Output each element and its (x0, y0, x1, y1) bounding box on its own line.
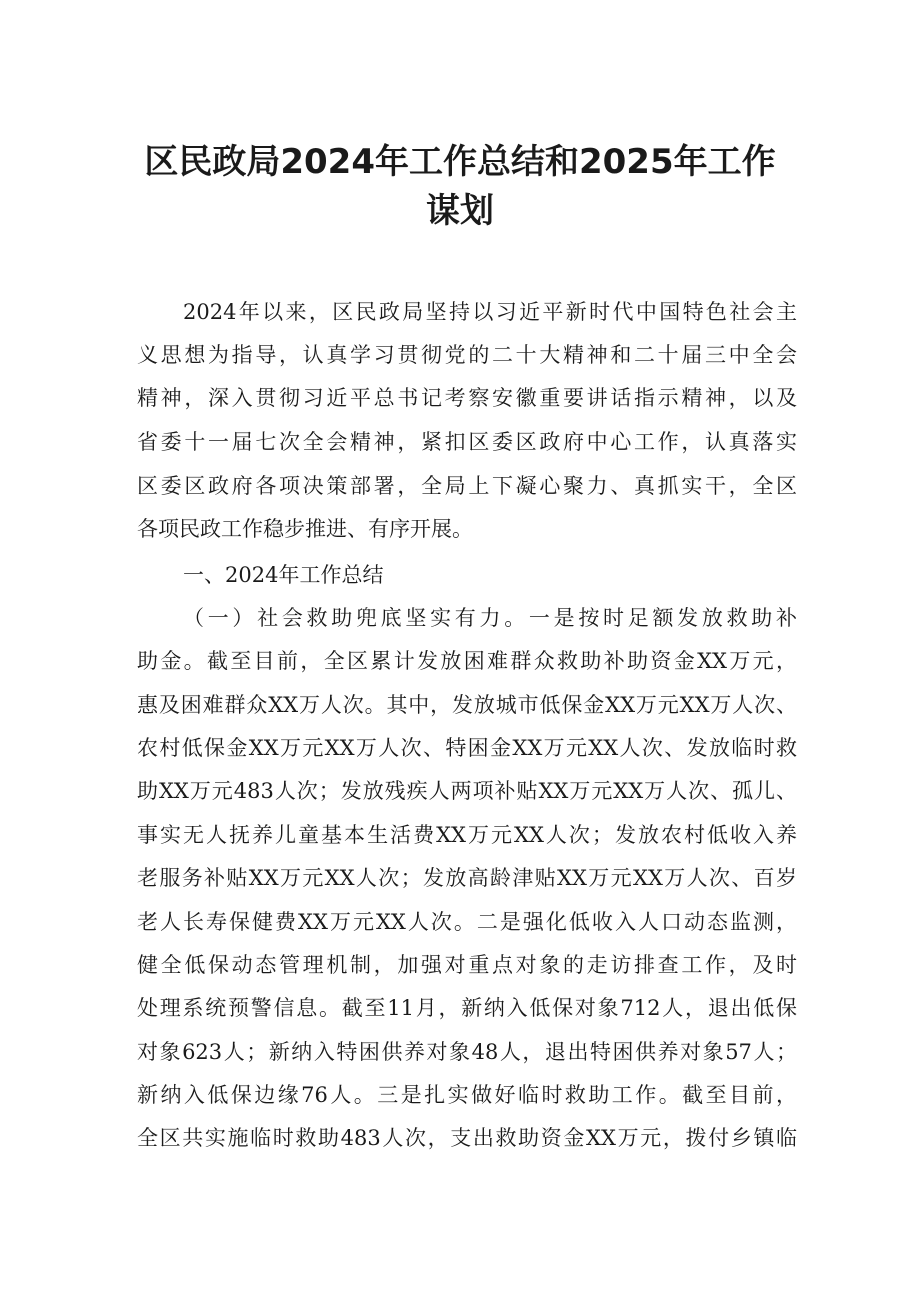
section1-line-12: 新纳入低保边缘76人。三是扎实做好临时救助工作。截至目前， (137, 1083, 797, 1107)
section1-line-5: 助XX万元483人次；发放残疾人两项补贴XX万元XX万人次、孤儿、 (137, 779, 797, 803)
section1-line-4: 农村低保金XX万元XX万人次、特困金XX万元XX人次、发放临时救 (137, 736, 797, 760)
section1-line-13: 全区共实施临时救助483人次，支出救助资金XX万元，拨付乡镇临 (137, 1126, 797, 1150)
section1-line-7: 老服务补贴XX万元XX人次；发放高龄津贴XX万元XX万人次、百岁 (137, 866, 797, 890)
section1-line-2: 助金。截至目前，全区累计发放困难群众救助补助资金XX万元， (137, 649, 797, 673)
section1-line-6: 事实无人抚养儿童基本生活费XX万元XX人次；发放农村低收入养 (137, 823, 797, 847)
intro-line-3: 精神，深入贯彻习近平总书记考察安徽重要讲话指示精神，以及 (137, 386, 797, 410)
intro-line-2: 义思想为指导，认真学习贯彻党的二十大精神和二十届三中全会 (137, 343, 797, 367)
section-heading: 一、2024年工作总结 (183, 563, 384, 587)
section1-line-1: （一）社会救助兜底坚实有力。一是按时足额发放救助补 (183, 606, 797, 630)
document-title-line-1: 区民政局2024年工作总结和2025年工作 (144, 142, 776, 182)
section1-line-3: 惠及困难群众XX万人次。其中，发放城市低保金XX万元XX万人次、 (137, 693, 797, 717)
section1-line-11: 对象623人；新纳入特困供养对象48人，退出特困供养对象57人； (137, 1040, 797, 1064)
intro-line-1: 2024年以来，区民政局坚持以习近平新时代中国特色社会主 (183, 300, 797, 324)
section1-line-10: 处理系统预警信息。截至11月，新纳入低保对象712人，退出低保 (137, 996, 797, 1020)
intro-line-4: 省委十一届七次全会精神，紧扣区委区政府中心工作，认真落实 (137, 430, 797, 454)
intro-line-6: 各项民政工作稳步推进、有序开展。 (137, 517, 473, 541)
section1-line-8: 老人长寿保健费XX万元XX人次。二是强化低收入人口动态监测， (137, 910, 797, 934)
section1-line-9: 健全低保动态管理机制，加强对重点对象的走访排查工作，及时 (137, 953, 797, 977)
document-title-line-2: 谋划 (426, 191, 494, 231)
intro-line-5: 区委区政府各项决策部署，全局上下凝心聚力、真抓实干，全区 (137, 474, 797, 498)
